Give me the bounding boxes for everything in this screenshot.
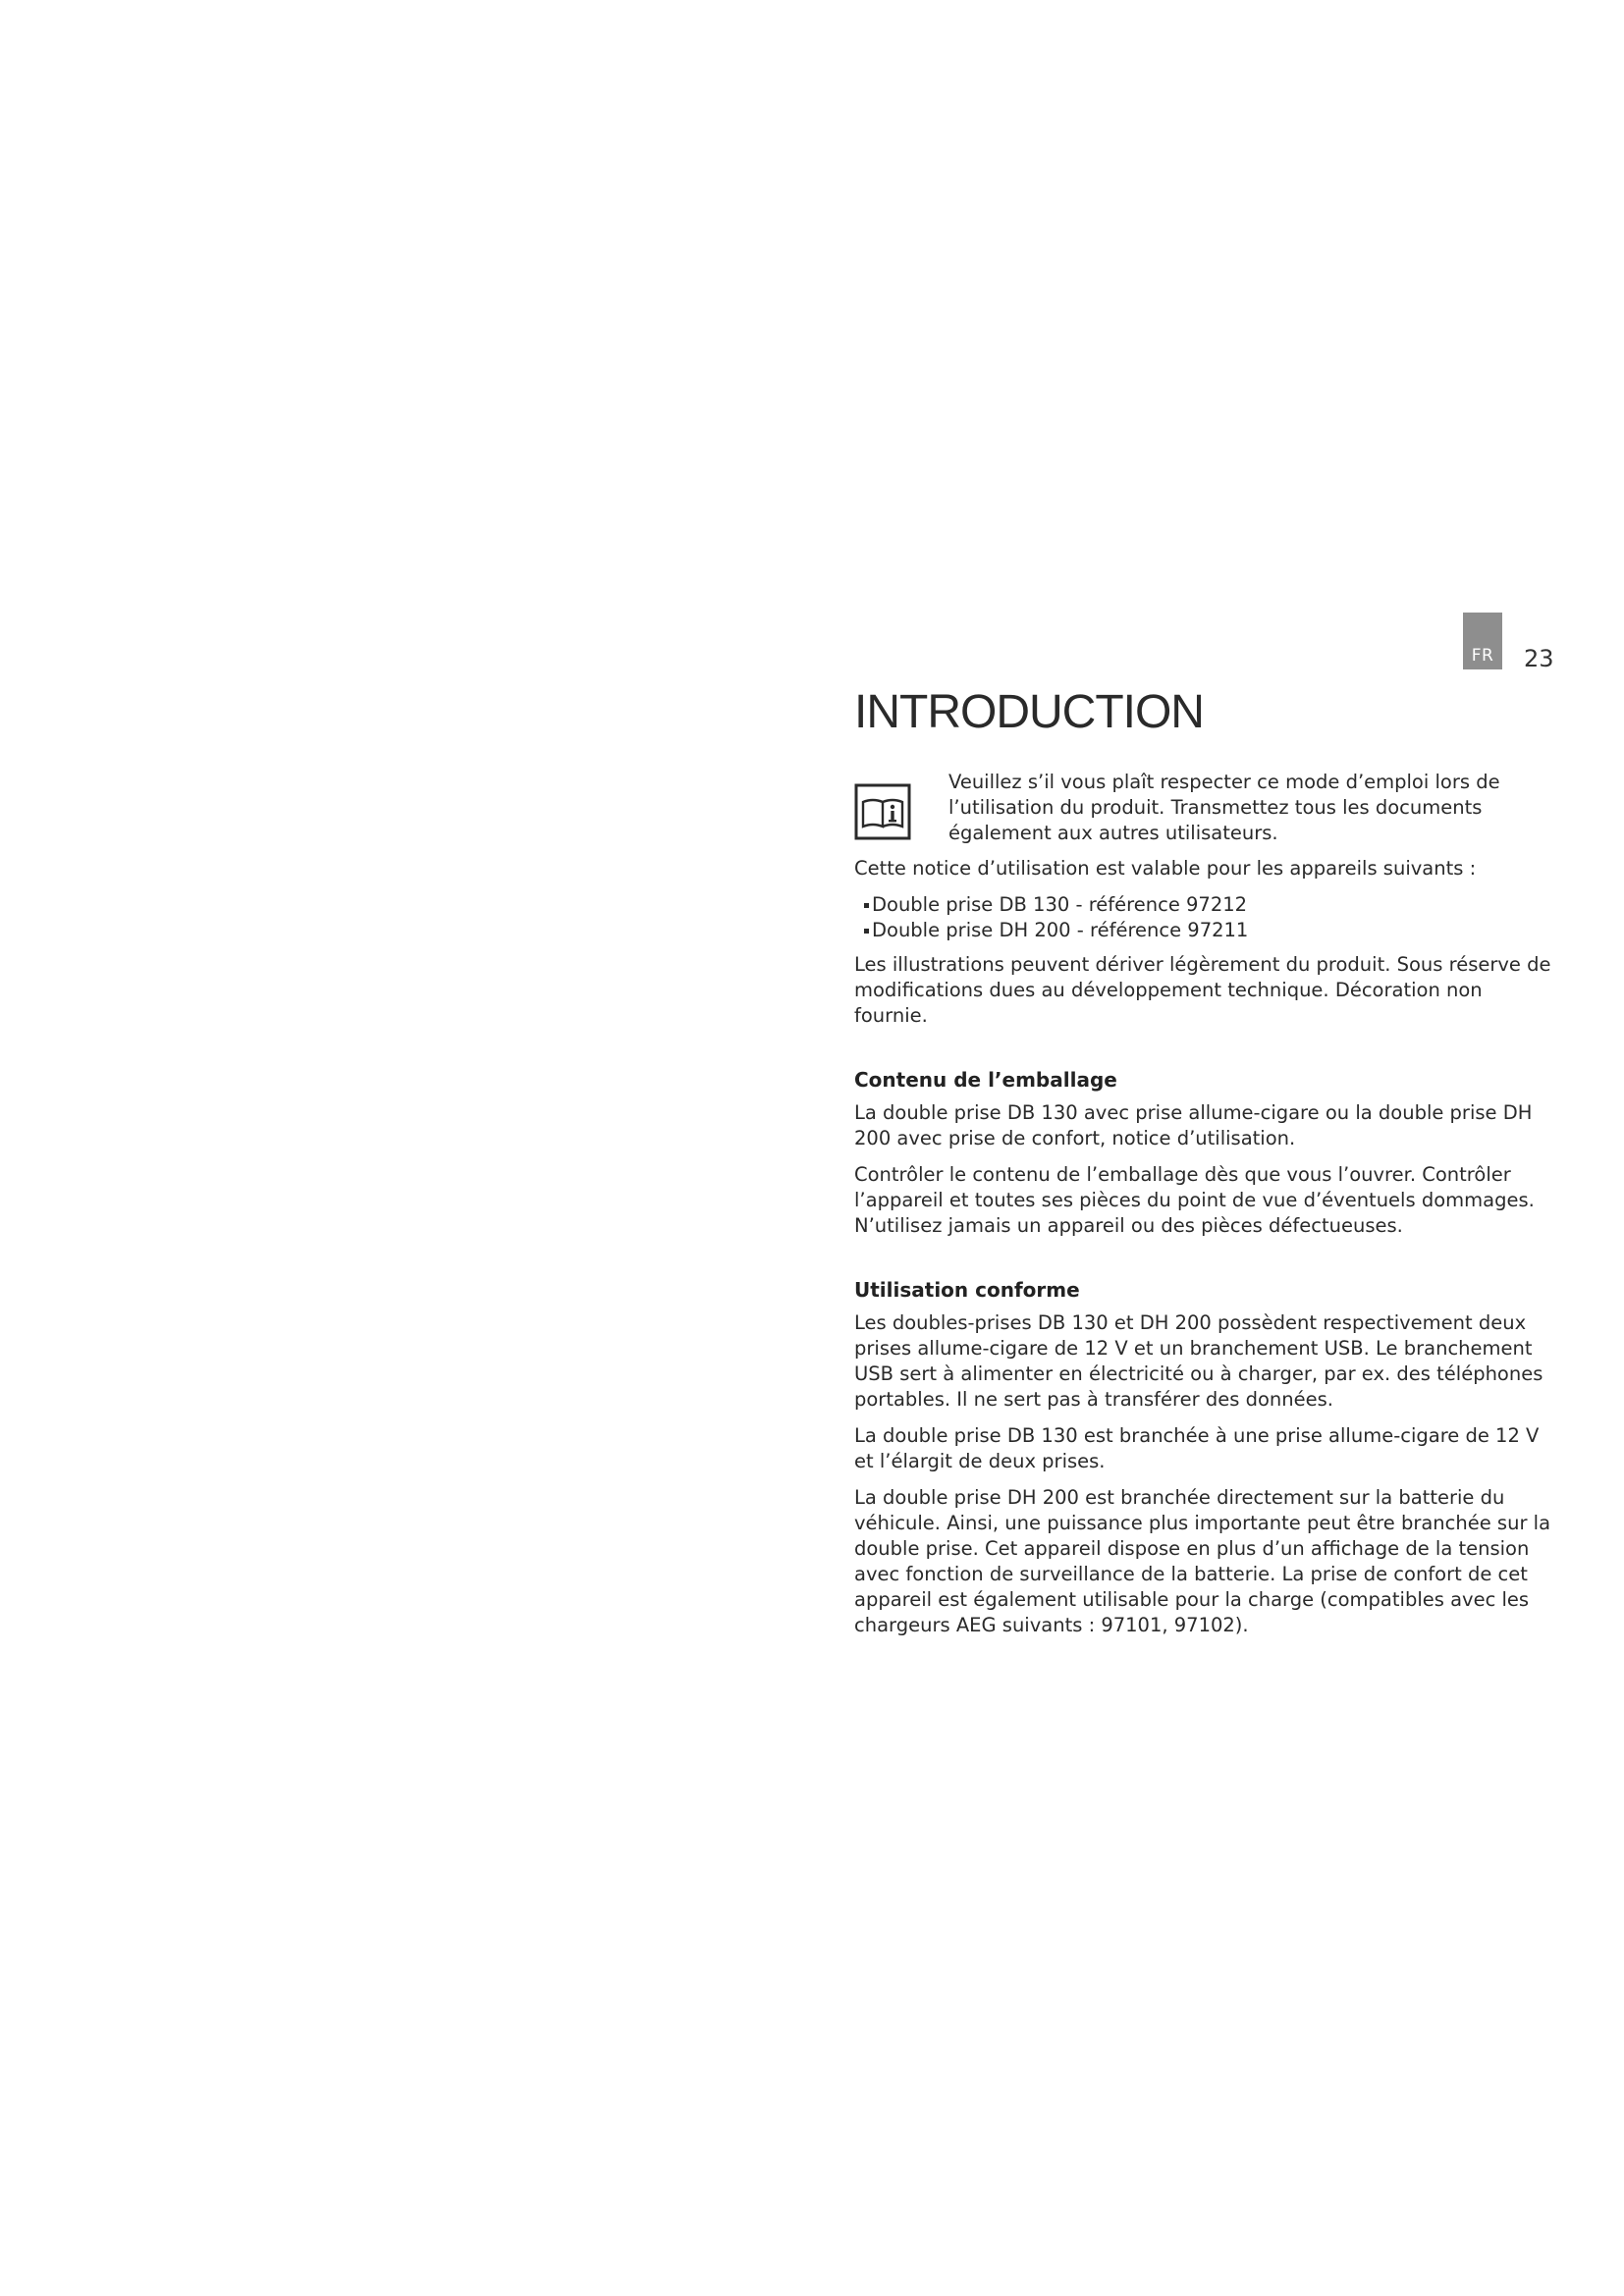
- intro-block: [854, 770, 1553, 846]
- packaging-paragraph: Contrôler le contenu de l’emballage dès que vous l’ouvrer. Contrôler l’appareil et toutes ses pièces du point de vue d’éventuels dommages. N’utilisez jamais un appareil ou des pièces défectueuses.: [854, 1163, 1535, 1237]
- packaging-paragraph: La double prise DB 130 avec prise allume-cigare ou la double prise DH 200 avec prise de confort, notice d’utilisation.: [854, 1101, 1533, 1149]
- page-number: 23: [1524, 645, 1554, 672]
- packaging-heading: Contenu de l’emballage: [854, 1068, 1117, 1092]
- illustrations-note: Les illustrations peuvent dériver légèrement du produit. Sous réserve de modifications dues au développement technique. Décoration non fournie.: [854, 953, 1551, 1027]
- list-item-text: Double prise DB 130 - référence 97212: [872, 893, 1248, 916]
- intended-use-heading: Utilisation conforme: [854, 1278, 1080, 1302]
- intended-use-paragraph: La double prise DH 200 est branchée directement sur la batterie du véhicule. Ainsi, une puissance plus importante peut être branchée sur la double prise. Cet appareil dispose en plus d’un affichage de la tension avec fonction de surveillance de la batterie. La prise de confort de cet appareil est également utilisable pour la charge (compatibles avec les chargeurs AEG suivants : 97101, 97102).: [854, 1486, 1551, 1636]
- list-item: [854, 918, 1553, 943]
- language-tab: [1463, 613, 1502, 669]
- device-list: [854, 892, 1553, 943]
- manual-info-icon: [854, 783, 911, 840]
- language-tab-label: FR: [1471, 646, 1494, 666]
- bullet-icon: [864, 903, 869, 908]
- intended-use-paragraph: Les doubles-prises DB 130 et DH 200 possèdent respectivement deux prises allume-cigare de 12 V et un branchement USB. Le branchement USB sert à alimenter en électricité ou à charger, par ex. des téléphones portables. Il ne sert pas à transférer des données.: [854, 1311, 1543, 1411]
- bullet-icon: [864, 929, 869, 934]
- page-content: [854, 685, 1553, 1649]
- page-title: INTRODUCTION: [854, 686, 1204, 738]
- intro-text: Veuillez s’il vous plaît respecter ce mode d’emploi lors de l’utilisation du produit. Transmettez tous les documents également aux autres utilisateurs.: [948, 771, 1500, 844]
- validity-text: Cette notice d’utilisation est valable pour les appareils suivants :: [854, 857, 1477, 880]
- list-item: [854, 892, 1553, 918]
- intended-use-paragraph: La double prise DB 130 est branchée à une prise allume-cigare de 12 V et l’élargit de deux prises.: [854, 1424, 1540, 1472]
- list-item-text: Double prise DH 200 - référence 97211: [872, 919, 1249, 941]
